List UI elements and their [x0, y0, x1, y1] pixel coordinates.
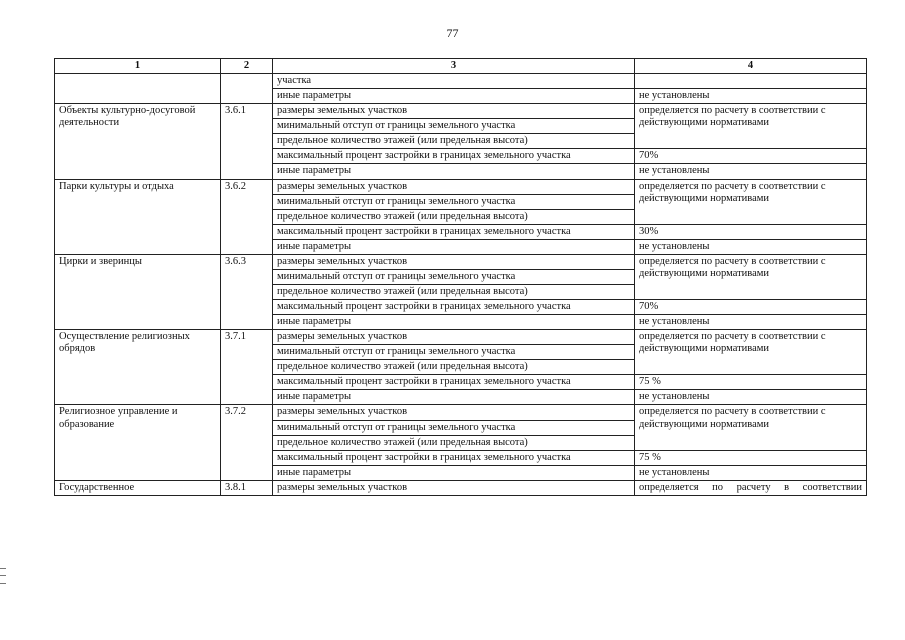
value-cell: определяется по расчету в соответствии с действующими нормативами — [635, 405, 867, 450]
value-cell: определяется по расчету в соответствии с действующими нормативами — [635, 254, 867, 299]
table-row — [55, 104, 867, 119]
object-name-cell: Государственное — [55, 480, 221, 495]
table-row — [55, 179, 867, 194]
param-cell: иные параметры — [273, 239, 635, 254]
column-header-2: 2 — [221, 59, 273, 74]
value-cell: 75 % — [635, 375, 867, 390]
value-cell: 70% — [635, 300, 867, 315]
param-cell: минимальный отступ от границы земельного участка — [273, 194, 635, 209]
value-cell: определяется по расчету в соответствии с действующими нормативами — [635, 179, 867, 224]
param-cell: предельное количество этажей (или предельная высота) — [273, 209, 635, 224]
object-name-cell: Религиозное управление и образование — [55, 405, 221, 480]
column-header-3: 3 — [273, 59, 635, 74]
object-name-cell: Объекты культурно-досуговой деятельности — [55, 104, 221, 179]
param-cell: максимальный процент застройки в границах земельного участка — [273, 300, 635, 315]
empty-cell — [635, 74, 867, 89]
value-cell: определяется по расчету в соответствии с действующими нормативами — [635, 104, 867, 149]
column-header-1: 1 — [55, 59, 221, 74]
table-row — [55, 254, 867, 269]
param-cell: иные параметры — [273, 315, 635, 330]
value-cell: не установлены — [635, 89, 867, 104]
code-cell: 3.7.2 — [221, 405, 273, 480]
param-cell: размеры земельных участков — [273, 405, 635, 420]
param-cell: предельное количество этажей (или предельная высота) — [273, 284, 635, 299]
object-name-cell: Цирки и зверинцы — [55, 254, 221, 329]
code-cell: 3.6.3 — [221, 254, 273, 329]
param-cell: минимальный отступ от границы земельного участка — [273, 119, 635, 134]
param-cell: максимальный процент застройки в границах земельного участка — [273, 450, 635, 465]
table-row — [55, 405, 867, 420]
param-cell: иные параметры — [273, 89, 635, 104]
param-cell: размеры земельных участков — [273, 104, 635, 119]
param-cell: размеры земельных участков — [273, 480, 635, 495]
param-cell: предельное количество этажей (или предельная высота) — [273, 435, 635, 450]
value-cell: не установлены — [635, 465, 867, 480]
param-cell: иные параметры — [273, 465, 635, 480]
param-cell: минимальный отступ от границы земельного участка — [273, 269, 635, 284]
table-row — [55, 330, 867, 345]
param-cell: размеры земельных участков — [273, 330, 635, 345]
value-cell: 75 % — [635, 450, 867, 465]
param-cell: минимальный отступ от границы земельного участка — [273, 345, 635, 360]
code-cell: 3.6.2 — [221, 179, 273, 254]
scan-edge-mark — [0, 568, 6, 584]
param-cell: иные параметры — [273, 164, 635, 179]
param-cell: иные параметры — [273, 390, 635, 405]
table-row — [55, 480, 867, 495]
table-row — [55, 74, 867, 89]
value-cell: не установлены — [635, 239, 867, 254]
value-cell: определяется по расчету в соответствии — [635, 480, 867, 495]
object-name-cell: Парки культуры и отдыха — [55, 179, 221, 254]
param-cell: максимальный процент застройки в границах земельного участка — [273, 149, 635, 164]
value-cell: не установлены — [635, 164, 867, 179]
param-cell: минимальный отступ от границы земельного участка — [273, 420, 635, 435]
param-cell: максимальный процент застройки в границах земельного участка — [273, 375, 635, 390]
param-cell: участка — [273, 74, 635, 89]
value-cell: не установлены — [635, 390, 867, 405]
value-cell: 70% — [635, 149, 867, 164]
code-cell: 3.6.1 — [221, 104, 273, 179]
param-cell: размеры земельных участков — [273, 179, 635, 194]
column-header-4: 4 — [635, 59, 867, 74]
value-cell: 30% — [635, 224, 867, 239]
param-cell: максимальный процент застройки в границах земельного участка — [273, 224, 635, 239]
page-number: 77 — [446, 26, 459, 40]
param-cell: предельное количество этажей (или предельная высота) — [273, 134, 635, 149]
regulations-table — [54, 58, 867, 496]
value-cell: не установлены — [635, 315, 867, 330]
header-row — [55, 59, 867, 74]
empty-cell — [221, 74, 273, 104]
param-cell: размеры земельных участков — [273, 254, 635, 269]
object-name-cell: Осуществление религиозных обрядов — [55, 330, 221, 405]
code-cell: 3.8.1 — [221, 480, 273, 495]
value-cell: определяется по расчету в соответствии с действующими нормативами — [635, 330, 867, 375]
param-cell: предельное количество этажей (или предельная высота) — [273, 360, 635, 375]
empty-cell — [55, 74, 221, 104]
code-cell: 3.7.1 — [221, 330, 273, 405]
